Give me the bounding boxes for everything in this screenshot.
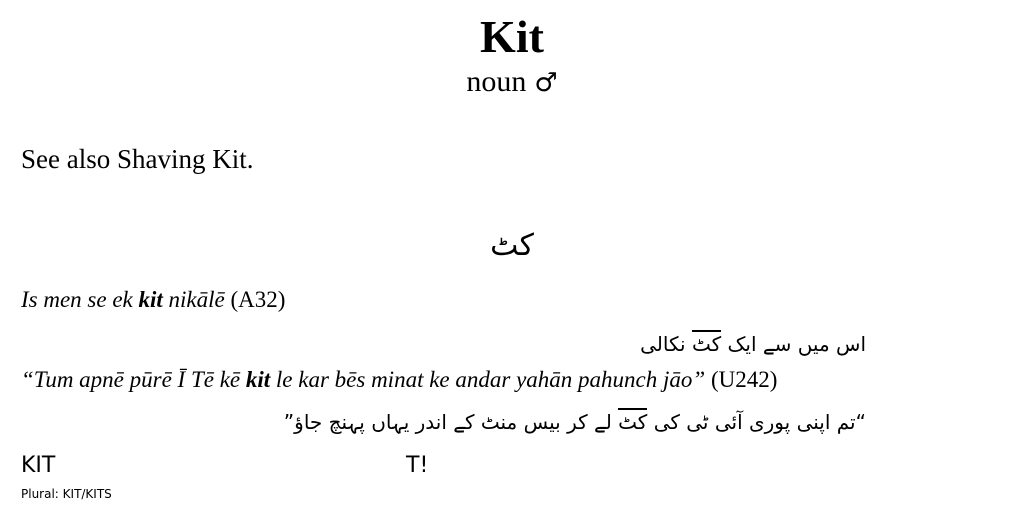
example-keyword: kit [138,287,163,312]
part-of-speech-line [0,64,1024,101]
example-1-transliteration [21,286,285,314]
example-text: Is men se ek [21,287,139,312]
example-reference: (U242) [710,367,778,392]
example-reference: (A32) [230,287,286,312]
sign-notation: T! [406,453,429,478]
urdu-keyword: کٹ [618,410,648,434]
urdu-text: “تم اپنی پوری آئی ٹی کی [647,410,866,434]
headword: Kit [480,11,544,62]
plural-note: Plural: KIT/KITS [21,487,112,501]
urdu-text: نکالی [640,332,692,356]
part-of-speech: noun [466,65,527,98]
urdu-text: اس میں سے ایک [721,332,866,356]
example-1-urdu [640,330,866,358]
example-text: le kar bēs minat ke andar yahān pahunch jāo” [270,367,706,392]
urdu-headword: کٹ [490,228,534,263]
example-text: nikālē [162,287,225,312]
sign-code: KIT [21,453,56,478]
urdu-keyword: کٹ [691,332,722,356]
example-keyword: kit [245,367,271,392]
example-2-transliteration [21,366,777,394]
example-2-urdu [284,408,866,436]
example-text: “Tum apnē pūrē Ī Tē kē [21,367,246,392]
see-also-note: See also Shaving Kit. [21,144,254,174]
gender-male-icon: ♂ [534,68,558,98]
urdu-text: لے کر بیس منٹ کے اندر یہاں پہنچ جاؤ” [283,410,619,434]
